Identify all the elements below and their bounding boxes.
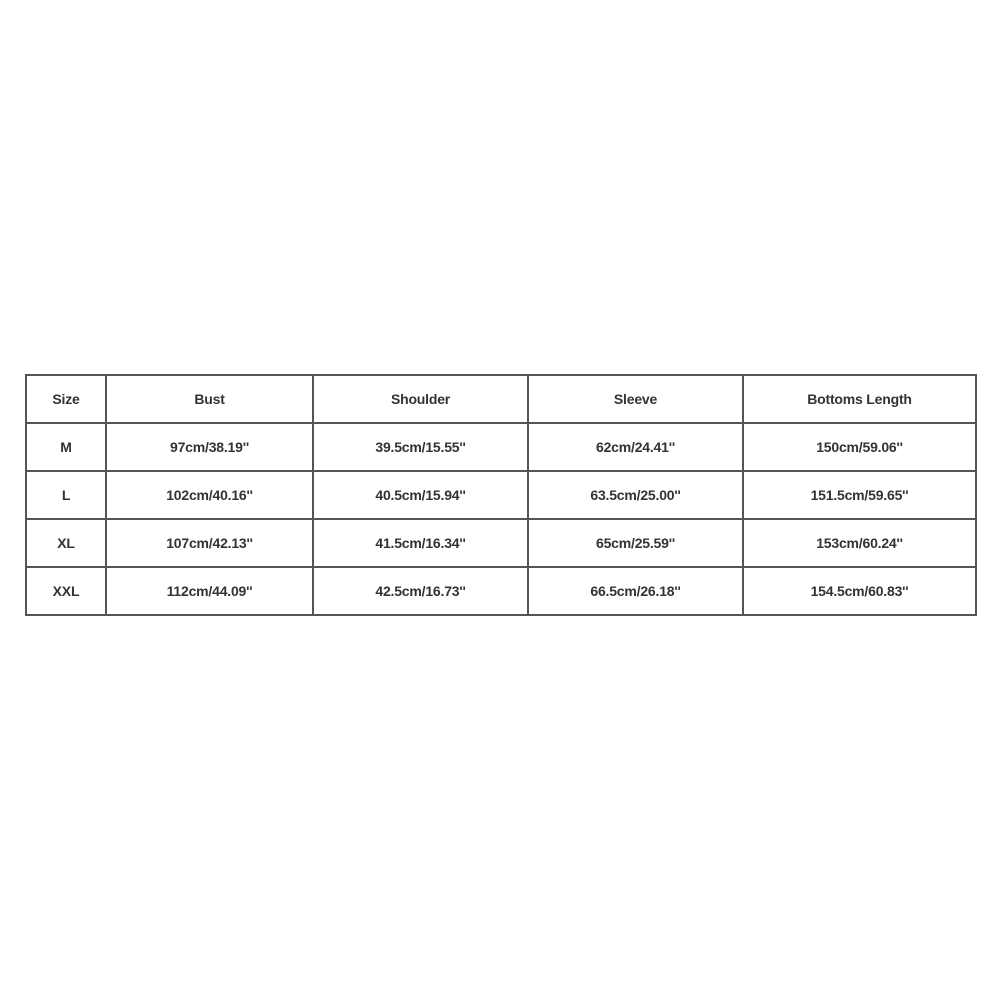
- table-row: [26, 567, 976, 615]
- bust-cell: 102cm/40.16'': [106, 471, 313, 519]
- sleeve-cell: 65cm/25.59'': [528, 519, 743, 567]
- shoulder-cell: 42.5cm/16.73'': [313, 567, 528, 615]
- bottoms-length-cell: 150cm/59.06'': [743, 423, 976, 471]
- table-row: [26, 519, 976, 567]
- size-cell: XL: [26, 519, 106, 567]
- sleeve-cell: 66.5cm/26.18'': [528, 567, 743, 615]
- bust-cell: 97cm/38.19'': [106, 423, 313, 471]
- table-row: [26, 423, 976, 471]
- size-cell: M: [26, 423, 106, 471]
- size-cell: L: [26, 471, 106, 519]
- header-cell-shoulder: Shoulder: [313, 375, 528, 423]
- size-chart-table: [25, 374, 977, 616]
- bottoms-length-cell: 151.5cm/59.65'': [743, 471, 976, 519]
- table-header-row: [26, 375, 976, 423]
- bottoms-length-cell: 153cm/60.24'': [743, 519, 976, 567]
- shoulder-cell: 40.5cm/15.94'': [313, 471, 528, 519]
- sleeve-cell: 62cm/24.41'': [528, 423, 743, 471]
- table-row: [26, 471, 976, 519]
- bust-cell: 112cm/44.09'': [106, 567, 313, 615]
- header-cell-sleeve: Sleeve: [528, 375, 743, 423]
- header-cell-bottoms-length: Bottoms Length: [743, 375, 976, 423]
- header-cell-size: Size: [26, 375, 106, 423]
- bust-cell: 107cm/42.13'': [106, 519, 313, 567]
- bottoms-length-cell: 154.5cm/60.83'': [743, 567, 976, 615]
- shoulder-cell: 39.5cm/15.55'': [313, 423, 528, 471]
- sleeve-cell: 63.5cm/25.00'': [528, 471, 743, 519]
- size-cell: XXL: [26, 567, 106, 615]
- shoulder-cell: 41.5cm/16.34'': [313, 519, 528, 567]
- header-cell-bust: Bust: [106, 375, 313, 423]
